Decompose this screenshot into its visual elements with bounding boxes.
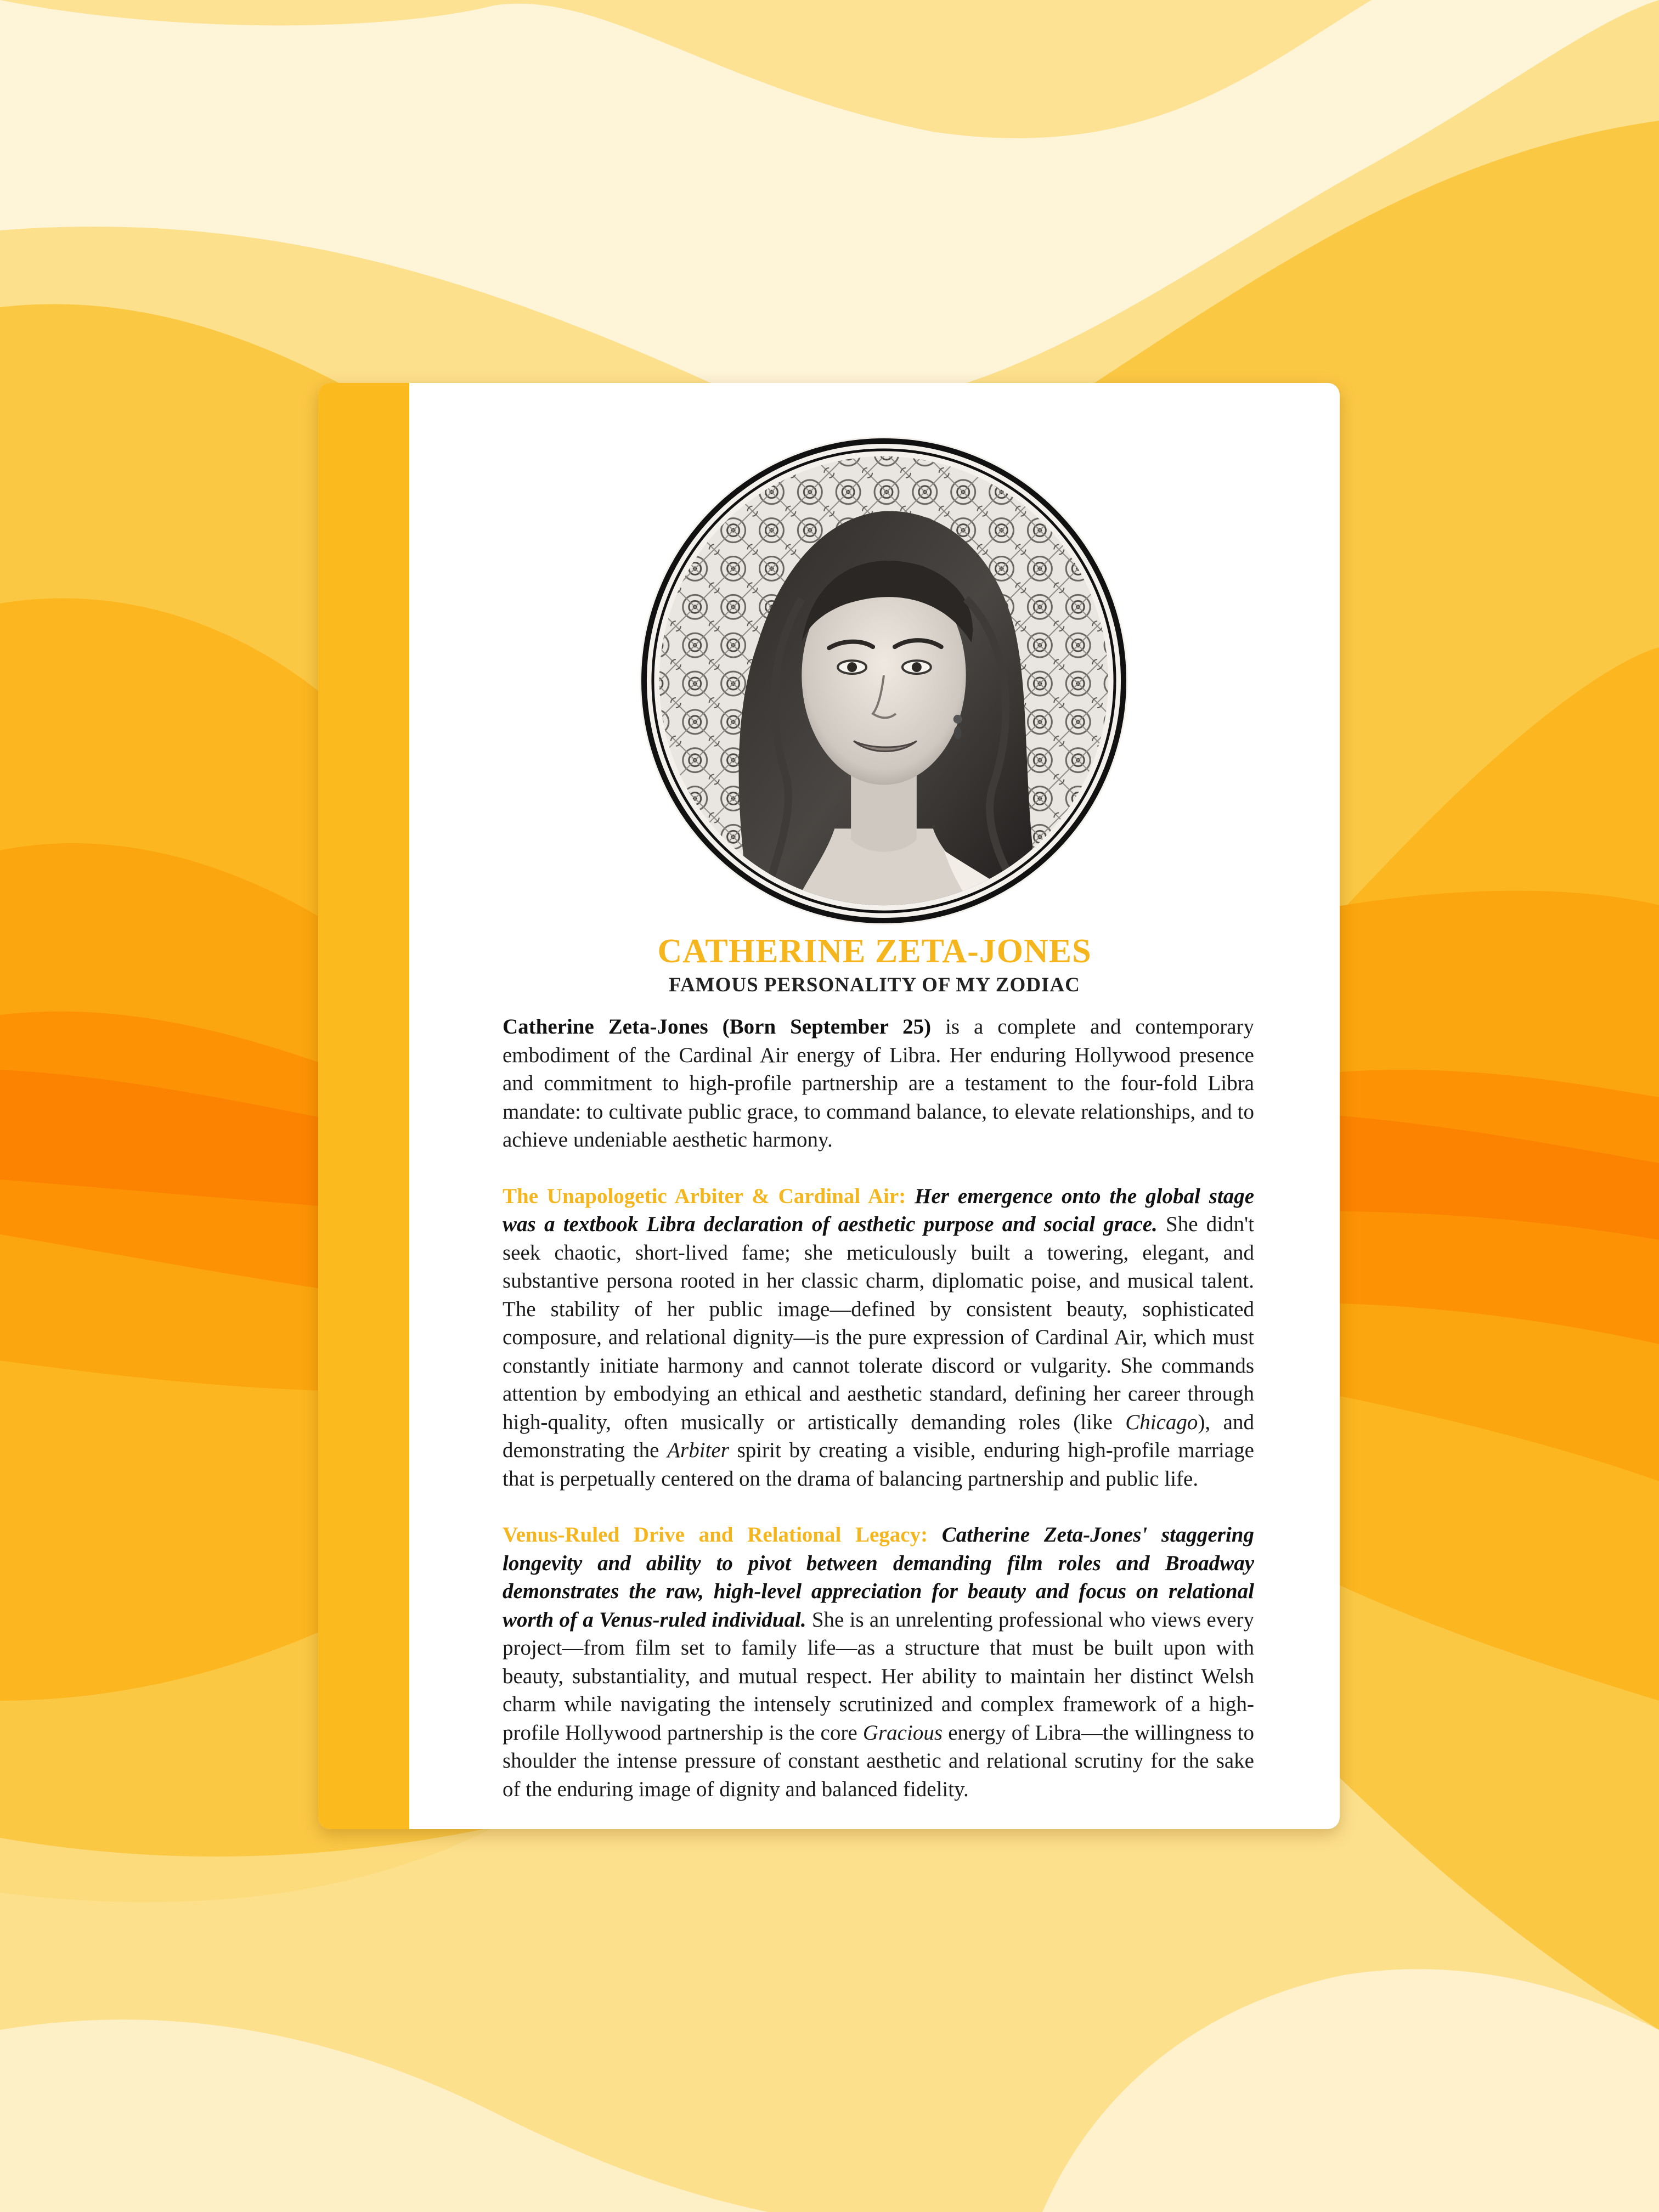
arbiter-heading: The Unapologetic Arbiter & Cardinal Air: (503, 1184, 906, 1208)
arbiter-text-a: She didn't seek chaotic, short-lived fame; she meticulously built a towering, elegant, and substantive persona rooted in her classic charm, diplomatic poise, and musical talent. The stability of her public image—defined by consistent beauty, sophisticated composure, and relational dignity—is the pure expression of Cardinal Air, which must constantly initiate harmony and cannot tolerate discord or vulgarity. She commands attention by embodying an ethical and aesthetic standard, defining her career through high-quality, often musically or artistically demanding roles (like (503, 1212, 1254, 1434)
arbiter-text-c: spirit by creating a visible, enduring high-profile marriage that is perpetually centered on the drama of balancing partnership and public life. (503, 1438, 1254, 1491)
intro-lead: Catherine Zeta-Jones (Born September 25) (503, 1015, 932, 1039)
pencil-portrait-medallion-icon (637, 435, 1130, 927)
arbiter-italic-arbiter: Arbiter (667, 1438, 729, 1462)
venus-italic-gracious: Gracious (862, 1720, 943, 1745)
arbiter-text-b: ), and demonstrating the (503, 1410, 1254, 1462)
venus-text-a: She is an unrelenting professional who views every project—from film set to family life—as a structure that must be built upon with beauty, substantiality, and mutual respect. Her ability to maintain her distinct Welsh charm while navigating the intensely scrutinized and complex framework of a high-profile Hollywood partnership is the core (503, 1607, 1254, 1745)
page-subtitle: FAMOUS PERSONALITY OF MY ZODIAC (669, 974, 1080, 996)
personality-name: CATHERINE ZETA-JONES (657, 933, 1092, 970)
venus-heading: Venus-Ruled Drive and Relational Legacy: (503, 1523, 928, 1547)
arbiter-emphasis: Her emergence onto the global stage was a textbook Libra declaration of aesthetic purpose and social grace. (503, 1184, 1255, 1236)
biography-body (503, 1013, 1254, 1829)
profile-card (318, 383, 1340, 1829)
arbiter-paragraph (503, 1182, 1254, 1493)
intro-text: is a complete and contemporary embodiment of the Cardinal Air energy of Libra. Her enduring Hollywood presence and commitment to high-profile partnership are a testament to the four-fold Libra mandate: to cultivate public grace, to command balance, to elevate relationships, and to achieve undeniable aesthetic harmony. (503, 1015, 1254, 1152)
venus-emphasis: Catherine Zeta-Jones' staggering longevity and ability to pivot between demanding film roles and Broadway demonstrates the raw, high-level appreciation for beauty and focus on relational worth of a Venus-ruled individual. (503, 1523, 1254, 1632)
venus-text-b: energy of Libra—the willingness to shoulder the intense pressure of constant aesthetic and relational scrutiny for the sake of the enduring image of dignity and balanced fidelity. (503, 1720, 1254, 1801)
venus-paragraph (503, 1521, 1254, 1803)
portrait-medallion (637, 435, 1130, 927)
card-accent-stripe (318, 383, 409, 1829)
intro-paragraph (503, 1013, 1254, 1154)
arbiter-italic-chicago: Chicago (1125, 1410, 1198, 1434)
